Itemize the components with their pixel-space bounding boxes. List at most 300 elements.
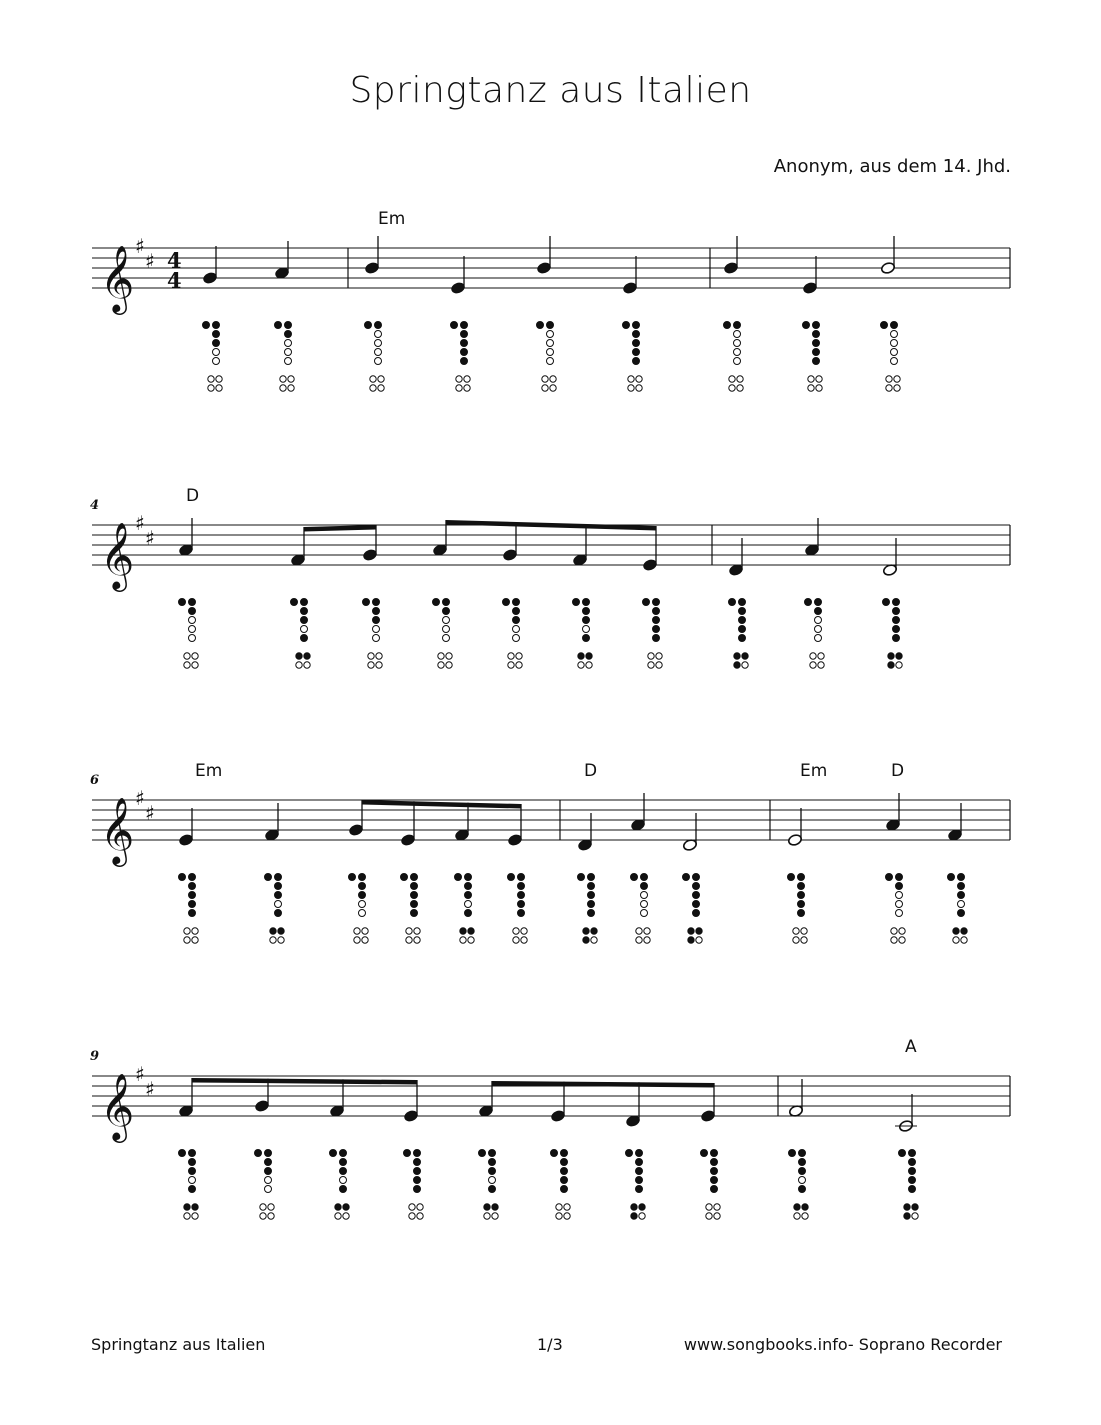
open-hole bbox=[648, 653, 654, 659]
closed-hole bbox=[739, 599, 746, 606]
open-hole bbox=[409, 1213, 415, 1219]
open-hole bbox=[213, 349, 220, 356]
closed-hole bbox=[904, 1204, 910, 1210]
closed-hole bbox=[696, 928, 702, 934]
closed-hole bbox=[799, 1159, 806, 1166]
open-hole bbox=[260, 1204, 266, 1210]
open-hole bbox=[438, 653, 444, 659]
closed-hole bbox=[365, 322, 372, 329]
closed-hole bbox=[275, 883, 282, 890]
closed-hole bbox=[958, 910, 965, 917]
closed-hole bbox=[561, 1186, 568, 1193]
fingering-chart bbox=[643, 599, 663, 669]
footer-source: www.songbooks.info- Soprano Recorder bbox=[683, 1335, 1002, 1354]
open-hole bbox=[816, 385, 822, 391]
fingering-chart bbox=[451, 322, 471, 392]
open-hole bbox=[464, 385, 470, 391]
closed-hole bbox=[414, 1150, 421, 1157]
open-hole bbox=[550, 376, 556, 382]
closed-hole bbox=[958, 874, 965, 881]
chord-symbol: D bbox=[891, 761, 905, 781]
chord-symbol: D bbox=[584, 761, 598, 781]
closed-hole bbox=[688, 928, 694, 934]
open-hole bbox=[729, 385, 735, 391]
closed-hole bbox=[639, 1204, 645, 1210]
closed-hole bbox=[909, 1168, 916, 1175]
treble-clef-icon: 𝄞 bbox=[100, 521, 135, 589]
closed-hole bbox=[588, 892, 595, 899]
closed-hole bbox=[465, 892, 472, 899]
note-head bbox=[178, 543, 193, 556]
note-head bbox=[577, 838, 592, 851]
fingering-chart bbox=[179, 1150, 199, 1220]
closed-hole bbox=[275, 322, 282, 329]
open-hole bbox=[578, 662, 584, 668]
closed-hole bbox=[578, 874, 585, 881]
open-hole bbox=[268, 1213, 274, 1219]
closed-hole bbox=[909, 1186, 916, 1193]
closed-hole bbox=[711, 1159, 718, 1166]
closed-hole bbox=[583, 617, 590, 624]
closed-hole bbox=[888, 653, 894, 659]
note-head bbox=[274, 266, 289, 279]
open-hole bbox=[810, 662, 816, 668]
closed-hole bbox=[551, 1150, 558, 1157]
open-hole bbox=[378, 376, 384, 382]
open-hole bbox=[492, 1213, 498, 1219]
open-hole bbox=[513, 626, 520, 633]
note-head bbox=[348, 823, 363, 836]
closed-hole bbox=[561, 1159, 568, 1166]
open-hole bbox=[446, 653, 452, 659]
closed-hole bbox=[893, 626, 900, 633]
note-head bbox=[178, 1104, 193, 1117]
closed-hole bbox=[693, 901, 700, 908]
closed-hole bbox=[636, 1159, 643, 1166]
note-head bbox=[329, 1104, 344, 1117]
closed-hole bbox=[359, 883, 366, 890]
open-hole bbox=[737, 376, 743, 382]
open-hole bbox=[793, 928, 799, 934]
open-hole bbox=[275, 901, 282, 908]
closed-hole bbox=[953, 928, 959, 934]
open-hole bbox=[815, 635, 822, 642]
fingering-chart bbox=[881, 322, 901, 392]
open-hole bbox=[343, 1213, 349, 1219]
open-hole bbox=[891, 928, 897, 934]
closed-hole bbox=[301, 599, 308, 606]
open-hole bbox=[714, 1213, 720, 1219]
note-head bbox=[450, 281, 465, 294]
open-hole bbox=[801, 937, 807, 943]
open-hole bbox=[354, 928, 360, 934]
closed-hole bbox=[265, 874, 272, 881]
note-head bbox=[947, 828, 962, 841]
closed-hole bbox=[633, 322, 640, 329]
closed-hole bbox=[411, 901, 418, 908]
open-hole bbox=[456, 376, 462, 382]
fingering-chart bbox=[537, 322, 557, 392]
closed-hole bbox=[213, 331, 220, 338]
chord-symbol: Em bbox=[195, 761, 223, 781]
open-hole bbox=[542, 376, 548, 382]
open-hole bbox=[556, 1204, 562, 1210]
closed-hole bbox=[213, 322, 220, 329]
closed-hole bbox=[285, 331, 292, 338]
open-hole bbox=[628, 376, 634, 382]
closed-hole bbox=[492, 1204, 498, 1210]
closed-hole bbox=[742, 653, 748, 659]
closed-hole bbox=[799, 1150, 806, 1157]
fingering-chart bbox=[179, 599, 199, 669]
open-hole bbox=[375, 331, 382, 338]
closed-hole bbox=[489, 1168, 496, 1175]
closed-hole bbox=[518, 874, 525, 881]
closed-hole bbox=[899, 1150, 906, 1157]
open-hole bbox=[368, 662, 374, 668]
closed-hole bbox=[461, 331, 468, 338]
closed-hole bbox=[693, 874, 700, 881]
closed-hole bbox=[803, 322, 810, 329]
note-head bbox=[885, 818, 900, 831]
closed-hole bbox=[411, 883, 418, 890]
fingering-chart bbox=[365, 322, 385, 392]
closed-hole bbox=[591, 928, 597, 934]
open-hole bbox=[513, 937, 519, 943]
open-hole bbox=[489, 1177, 496, 1184]
fingering-chart bbox=[789, 1150, 809, 1220]
open-hole bbox=[362, 928, 368, 934]
closed-hole bbox=[414, 1159, 421, 1166]
fingering-chart bbox=[265, 874, 285, 944]
closed-hole bbox=[961, 928, 967, 934]
note-head bbox=[787, 833, 802, 846]
note-beam bbox=[192, 1078, 417, 1085]
open-hole bbox=[641, 901, 648, 908]
open-hole bbox=[818, 662, 824, 668]
fingering-chart bbox=[803, 322, 823, 392]
closed-hole bbox=[340, 1159, 347, 1166]
open-hole bbox=[508, 662, 514, 668]
closed-hole bbox=[626, 1150, 633, 1157]
open-hole bbox=[516, 662, 522, 668]
closed-hole bbox=[189, 883, 196, 890]
fingering-chart bbox=[683, 874, 703, 944]
measure-number: 9 bbox=[90, 1049, 100, 1064]
open-hole bbox=[628, 385, 634, 391]
note-head bbox=[550, 1109, 565, 1122]
open-hole bbox=[586, 662, 592, 668]
closed-hole bbox=[633, 349, 640, 356]
closed-hole bbox=[883, 599, 890, 606]
closed-hole bbox=[805, 599, 812, 606]
open-hole bbox=[216, 376, 222, 382]
closed-hole bbox=[278, 928, 284, 934]
note-beam bbox=[304, 525, 376, 532]
open-hole bbox=[912, 1213, 918, 1219]
fingering-chart bbox=[631, 874, 651, 944]
open-hole bbox=[636, 937, 642, 943]
open-hole bbox=[280, 385, 286, 391]
note-head bbox=[728, 563, 743, 576]
open-hole bbox=[464, 376, 470, 382]
closed-hole bbox=[578, 653, 584, 659]
chord-symbol: Em bbox=[378, 209, 406, 229]
closed-hole bbox=[631, 1213, 637, 1219]
note-head bbox=[178, 833, 193, 846]
closed-hole bbox=[455, 874, 462, 881]
key-sharp-c: ♯ bbox=[145, 249, 155, 273]
open-hole bbox=[894, 385, 900, 391]
open-hole bbox=[443, 635, 450, 642]
closed-hole bbox=[688, 937, 694, 943]
open-hole bbox=[285, 349, 292, 356]
closed-hole bbox=[275, 892, 282, 899]
closed-hole bbox=[888, 662, 894, 668]
closed-hole bbox=[893, 617, 900, 624]
closed-hole bbox=[414, 1168, 421, 1175]
closed-hole bbox=[301, 617, 308, 624]
note-head bbox=[454, 828, 469, 841]
open-hole bbox=[802, 1213, 808, 1219]
open-hole bbox=[564, 1213, 570, 1219]
closed-hole bbox=[886, 874, 893, 881]
key-sharp-f: ♯ bbox=[135, 234, 145, 258]
closed-hole bbox=[340, 1186, 347, 1193]
closed-hole bbox=[414, 1177, 421, 1184]
chord-symbol: D bbox=[186, 486, 200, 506]
open-hole bbox=[288, 376, 294, 382]
open-hole bbox=[896, 901, 903, 908]
open-hole bbox=[891, 331, 898, 338]
open-hole bbox=[706, 1204, 712, 1210]
closed-hole bbox=[789, 1150, 796, 1157]
closed-hole bbox=[343, 1204, 349, 1210]
open-hole bbox=[375, 358, 382, 365]
fingering-chart bbox=[788, 874, 808, 944]
open-hole bbox=[896, 910, 903, 917]
closed-hole bbox=[513, 599, 520, 606]
closed-hole bbox=[433, 599, 440, 606]
open-hole bbox=[547, 340, 554, 347]
closed-hole bbox=[573, 599, 580, 606]
open-hole bbox=[818, 653, 824, 659]
open-hole bbox=[192, 937, 198, 943]
closed-hole bbox=[794, 1204, 800, 1210]
open-hole bbox=[409, 1204, 415, 1210]
open-hole bbox=[184, 928, 190, 934]
closed-hole bbox=[798, 892, 805, 899]
closed-hole bbox=[633, 358, 640, 365]
open-hole bbox=[953, 937, 959, 943]
fingering-chart bbox=[508, 874, 528, 944]
closed-hole bbox=[275, 874, 282, 881]
note-head bbox=[362, 548, 377, 561]
open-hole bbox=[513, 928, 519, 934]
closed-hole bbox=[633, 331, 640, 338]
open-hole bbox=[216, 385, 222, 391]
open-hole bbox=[280, 376, 286, 382]
open-hole bbox=[378, 385, 384, 391]
open-hole bbox=[583, 626, 590, 633]
closed-hole bbox=[881, 322, 888, 329]
treble-clef-icon: 𝄞 bbox=[100, 244, 135, 312]
closed-hole bbox=[296, 653, 302, 659]
treble-clef-icon: 𝄞 bbox=[100, 796, 135, 864]
closed-hole bbox=[301, 635, 308, 642]
closed-hole bbox=[588, 883, 595, 890]
closed-hole bbox=[489, 1150, 496, 1157]
closed-hole bbox=[479, 1150, 486, 1157]
open-hole bbox=[564, 1204, 570, 1210]
open-hole bbox=[641, 892, 648, 899]
closed-hole bbox=[896, 883, 903, 890]
fingering-chart bbox=[203, 322, 223, 392]
open-hole bbox=[189, 626, 196, 633]
chord-symbol: Em bbox=[800, 761, 828, 781]
fingering-chart bbox=[330, 1150, 350, 1220]
closed-hole bbox=[265, 1150, 272, 1157]
open-hole bbox=[899, 928, 905, 934]
closed-hole bbox=[798, 910, 805, 917]
note-head bbox=[254, 1099, 269, 1112]
fingering-chart bbox=[433, 599, 453, 669]
fingering-chart bbox=[729, 599, 749, 669]
open-hole bbox=[359, 910, 366, 917]
open-hole bbox=[636, 385, 642, 391]
open-hole bbox=[446, 662, 452, 668]
closed-hole bbox=[373, 608, 380, 615]
closed-hole bbox=[643, 599, 650, 606]
page-title: Springtanz aus Italien bbox=[349, 70, 752, 111]
closed-hole bbox=[265, 1168, 272, 1175]
closed-hole bbox=[489, 1159, 496, 1166]
closed-hole bbox=[508, 874, 515, 881]
closed-hole bbox=[909, 1150, 916, 1157]
closed-hole bbox=[373, 617, 380, 624]
measure-number: 4 bbox=[90, 498, 100, 513]
closed-hole bbox=[813, 349, 820, 356]
closed-hole bbox=[404, 1150, 411, 1157]
closed-hole bbox=[815, 608, 822, 615]
closed-hole bbox=[411, 874, 418, 881]
closed-hole bbox=[909, 1159, 916, 1166]
open-hole bbox=[375, 340, 382, 347]
open-hole bbox=[891, 937, 897, 943]
open-hole bbox=[368, 653, 374, 659]
fingering-chart bbox=[623, 322, 643, 392]
footer-title: Springtanz aus Italien bbox=[91, 1335, 266, 1354]
open-hole bbox=[414, 937, 420, 943]
key-sharp-f: ♯ bbox=[135, 786, 145, 810]
note-head bbox=[403, 1109, 418, 1122]
open-hole bbox=[192, 1213, 198, 1219]
treble-clef-icon: 𝄞 bbox=[100, 1072, 135, 1140]
closed-hole bbox=[443, 599, 450, 606]
open-hole bbox=[285, 340, 292, 347]
open-hole bbox=[184, 1213, 190, 1219]
note-head bbox=[502, 548, 517, 561]
fingering-chart bbox=[805, 599, 825, 669]
closed-hole bbox=[330, 1150, 337, 1157]
closed-hole bbox=[799, 1168, 806, 1175]
closed-hole bbox=[179, 874, 186, 881]
open-hole bbox=[359, 901, 366, 908]
fingering-chart bbox=[401, 874, 421, 944]
open-hole bbox=[734, 358, 741, 365]
closed-hole bbox=[583, 928, 589, 934]
closed-hole bbox=[693, 910, 700, 917]
closed-hole bbox=[909, 1177, 916, 1184]
open-hole bbox=[714, 1204, 720, 1210]
open-hole bbox=[376, 653, 382, 659]
composer-credit: Anonym, aus dem 14. Jhd. bbox=[773, 156, 1011, 177]
closed-hole bbox=[359, 892, 366, 899]
closed-hole bbox=[189, 910, 196, 917]
closed-hole bbox=[636, 1177, 643, 1184]
closed-hole bbox=[588, 901, 595, 908]
closed-hole bbox=[484, 1204, 490, 1210]
closed-hole bbox=[340, 1168, 347, 1175]
open-hole bbox=[641, 910, 648, 917]
closed-hole bbox=[335, 1204, 341, 1210]
measure-number: 6 bbox=[90, 773, 100, 788]
open-hole bbox=[793, 937, 799, 943]
open-hole bbox=[443, 626, 450, 633]
closed-hole bbox=[586, 653, 592, 659]
page-number: 1/3 bbox=[537, 1335, 563, 1354]
open-hole bbox=[513, 635, 520, 642]
closed-hole bbox=[653, 635, 660, 642]
open-hole bbox=[208, 385, 214, 391]
open-hole bbox=[547, 349, 554, 356]
closed-hole bbox=[893, 599, 900, 606]
note-head bbox=[478, 1104, 493, 1117]
open-hole bbox=[468, 937, 474, 943]
fingering-chart bbox=[404, 1150, 424, 1220]
open-hole bbox=[301, 626, 308, 633]
open-hole bbox=[417, 1204, 423, 1210]
open-hole bbox=[373, 635, 380, 642]
note-head bbox=[400, 833, 415, 846]
open-hole bbox=[734, 331, 741, 338]
closed-hole bbox=[701, 1150, 708, 1157]
open-hole bbox=[354, 937, 360, 943]
closed-hole bbox=[734, 322, 741, 329]
closed-hole bbox=[443, 608, 450, 615]
fingering-chart bbox=[883, 599, 903, 669]
fingering-chart bbox=[503, 599, 523, 669]
closed-hole bbox=[503, 599, 510, 606]
note-beam bbox=[492, 1081, 714, 1088]
closed-hole bbox=[583, 635, 590, 642]
closed-hole bbox=[189, 599, 196, 606]
closed-hole bbox=[633, 340, 640, 347]
closed-hole bbox=[912, 1204, 918, 1210]
open-hole bbox=[886, 376, 892, 382]
closed-hole bbox=[373, 599, 380, 606]
note-head bbox=[802, 281, 817, 294]
open-hole bbox=[639, 1213, 645, 1219]
closed-hole bbox=[189, 1150, 196, 1157]
closed-hole bbox=[896, 874, 903, 881]
open-hole bbox=[406, 928, 412, 934]
closed-hole bbox=[411, 910, 418, 917]
closed-hole bbox=[461, 358, 468, 365]
closed-hole bbox=[798, 883, 805, 890]
closed-hole bbox=[631, 1204, 637, 1210]
open-hole bbox=[794, 1213, 800, 1219]
